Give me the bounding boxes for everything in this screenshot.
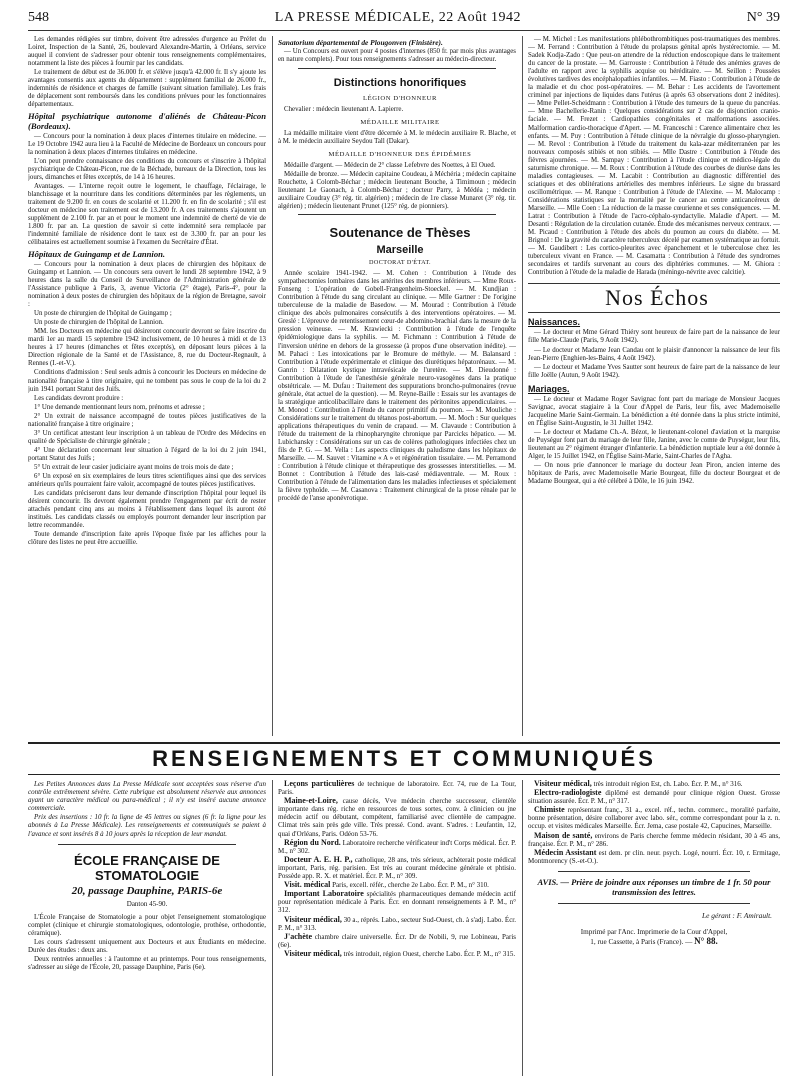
paragraph: Les demandes rédigées sur timbre, doivent être adressées d'urgence au Préfet du Loiret, Inspection de la Santé, 26, boulevard Alexandre-Martin, à Orléans, service auquel il convient de s'adresser pour obtenir tous renseignements complémentaires, notamment la liste des pièces à fournir par les candidats.	[28, 36, 266, 68]
school-telephone: Danton 45-90.	[126, 899, 168, 908]
paragraph: Les candidats devront produire :	[34, 394, 124, 402]
article-column-2	[278, 36, 516, 736]
classified-ad	[278, 890, 516, 914]
classified-ad	[278, 881, 516, 889]
degree-label: DOCTORAT D'ÉTAT.	[368, 259, 432, 267]
school-address: 20, passage Dauphine, PARIS-6e	[71, 884, 223, 897]
paragraph: — Concours pour la nomination à deux places d'internes titulaire en médecine. — Le 19 Octobre 1942 aura lieu à la Faculté de Médecine de Bordeaux un concours pour la nomination à deux places d'internes titulaires en médecine.	[28, 132, 266, 156]
ad-lead: Maine-et-Loire,	[284, 796, 338, 806]
paragraph: 1° Une demande mentionnant leurs nom, prénoms et adresse ;	[34, 403, 205, 411]
paragraph: Médaille d'argent. — Médecin de 2° classe Lefebvre des Noettes, à El Oued.	[284, 161, 496, 169]
ad-text: environs de Paris cherche femme médecin résidant, 30 à 45 ans, française. Écr. P. M., n° 286.	[528, 831, 780, 848]
ads-column-1	[28, 780, 266, 1076]
ad-text: catholique, 28 ans, très sérieux, achèterait poste médical important, Paris, rég. parisien. Est très au courant médecine générale et phtisio. Possède app. R. X. et matériel. Écr. P. M., n° 309.	[278, 855, 516, 881]
classified-ad	[528, 789, 780, 805]
ad-text: chambre claire universelle. Écr. Dr de Nobili, 9, rue Lobineau, Paris (6e).	[278, 932, 516, 949]
ad-lead: Visiteur médical,	[534, 780, 592, 788]
section-title: Distinctions honorifiques	[333, 76, 467, 89]
paragraph: Un poste de chirurgien de l'hôpital de Guingamp ;	[34, 310, 172, 318]
ad-text: de technique de laboratoire. Écr. 74, rue de La Tour, Paris.	[278, 780, 516, 797]
article-column-1	[28, 36, 266, 736]
classified-ad	[278, 839, 516, 855]
divider	[298, 68, 496, 69]
ad-text: Laboratoire recherche vérificateur ind't Corps médical. Écr. P. M., n° 302.	[278, 838, 516, 855]
paragraph: Médaille de bronze. — Médecin capitaine Coudeau, à Méchéria ; médecin capitaine Rouchette, à Colomb-Béchar ; médecin lieutenant Bouche, à Timimoun ; médecin lieutenant Le Gaonach, à Colomb-Béchar ; docteur Parry, à Médéa ; médecin auxiliaire Coudray (3° rég. tir. algérien) ; médecin de 1re classe Munaret (3° rég. tir. algérien) ; médecin lieutenant Prunet (125° rég. de pionniers).	[278, 170, 516, 211]
subsection-title: LÉGION D'HONNEUR	[363, 94, 437, 102]
paragraph: — Un Concours est ouvert pour 4 postes d'internes (850 fr. par mois plus avantages en nature complets). Pour tous renseignements s'adresser au médecin-directeur.	[278, 48, 516, 64]
ad-text: très introduit région Est, ch. Labo. Écr. P. M., n° 316.	[591, 780, 743, 788]
section-title: Soutenance de Thèses	[329, 225, 471, 241]
paragraph: — M. Michel : Les manifestations phlébothrombitiques post-traumatiques des membres. — M. Ferrand : Contribution à l'étude du prolapsus génital après hystérectomie. — M. Sadek Kodja-Zado : Que peut-on attendre de la réduction endoscopique dans le traitement du cancer de la prostate. — M. Garrouste : Contribution à l'étude des anémies graves de l'adulte en rapport avec la syphilis acquise ou héréditaire. — M. Seillon : Poussées évolutives tardives des encéphalopathies infantiles. — M. Fiasto : Contribution à l'étude de la maladie et du choc post-opératoires. — M. Behar : Les accidents de l'avortement criminel par injections de liquides dans l'utérus (à après 63 observations dont 2 inédites). — Mme Pellet-Scheidmann : Contribution à l'étude des tumeurs de la queue du pancréas. — Mme Bachellerie-Ranin : Quelques considérations sur 2 cas de disjonction cranio-faciale. — M. Frezet : Cardiopathies congénitales et malformations associées. Malformation cardio-thoracique d'Apert. — M. Franceschi : Carence alimentaire chez les enfants. — M. Puy : Contribution à l'étude clinique de la névralgie du glosso-pharyngien. — M. Revol : Contribution à l'étude du traitement du kala-azar méditerranéen par les nouveaux composés stibiés et non stibiés. — Mlle Dastre : Contribution à l'étude des fièvres ajournées. — M. Sampay : Contribution à l'étude clinique et médico-légale du saturnisme chronique. — M. Roux : Contribution à l'étude des courbes de diurèse dans les maladies contagieuses. — M. Lacabit : Contribution au diagnostic différentiel des sciatiques et des oblitérations artérielles des membres inférieurs. Le signe du brassard oscillométrique. — M. Ranque : Contribution à l'étude de l'Alexine. — M. Malocamp : Considérations statistiques sur la mortalité par le cancer au centre anticancéreux de Marseille. — Mlle Coen : La réduction de la masse cœurienne et ses conséquences. — M. Latrat : Contribution à l'étude de l'acro-céphalo-syndactylie. Maladie d'Apert. — M. Desanti : Régulation de la circulation cutanée. Étude des mécanismes nerveux centraux. — M. Picaud : Contribution à l'étude des abcès du poumon au cours du diabète. — M. Brignol : De la gravité du caractère tuberculeux décelé par examen systématique au fortuit. — M. Gaudibert : Les cortico-pleurites avec épanchement et le tuberculose chez les tuberculeux vivant en France. — M. Casamatta : Contribution à l'étude des syndromes secondaires et tardifs survenant au cours des diphtéries communes. — M. Ghiora : Contribution à l'étude de la maladie de Harada (méningo-névrite avec calcitie).	[528, 36, 780, 277]
classified-ad	[528, 780, 780, 788]
ad-lead: Docteur A. E. H. P.,	[284, 854, 353, 864]
classified-ad	[528, 806, 780, 830]
imprint-line: Imprimé par l'Anc. Imprimerie de la Cour d'Appel,	[580, 928, 728, 937]
issue-number: N° 39	[746, 10, 780, 25]
subheading: Sanatorium départemental de Plougonven (Finistère).	[278, 38, 443, 47]
classified-ad	[278, 780, 516, 796]
classified-ad	[278, 856, 516, 880]
paragraph: — Le docteur et Madame Yves Sautter sont heureux de faire part de la naissance de leur fille Joëlle (Autun, 9 Août 1942).	[528, 363, 780, 379]
city-title: Marseille	[376, 244, 424, 257]
ad-lead: Visit. médical	[284, 880, 331, 890]
column-divider	[272, 780, 273, 1076]
ad-lead: Maison de santé,	[534, 830, 593, 840]
ad-text: diplômé est demandé pour clinique région Ouest. Grosse situation assurée. Écr. P. M., n° 317.	[528, 789, 780, 806]
ads-column-3	[528, 780, 780, 1076]
subheading: Hôpitaux de Guingamp et de Lannion.	[28, 249, 166, 260]
print-number: N° 88.	[694, 936, 718, 947]
paragraph: 5° Un extrait de leur casier judiciaire ayant moins de trois mois de date ;	[34, 463, 234, 471]
ad-lead: Electro-radiologiste	[534, 788, 602, 798]
paragraph: 3° Un certificat attestant leur inscription à un tableau de l'Ordre des Médecins en qualité de Spécialiste de chirurgie générale ;	[28, 429, 266, 445]
notice-avis: AVIS. — Prière de joindre aux réponses un timbre de 1 fr. 50 pour transmission des lettres.	[537, 876, 771, 897]
ads-intro: Les Petites Annonces dans La Presse Médicale sont acceptées sous réserve d'un contrôle extrêmement sévère. Cette rubrique est absolument réservée aux annonces ayant un caractère médical ou para-médical ; il n'y est inséré aucune annonce commerciale.	[28, 780, 266, 813]
paragraph: Les candidats préciseront dans leur demande d'inscription l'hôpital pour lequel ils désirent concourir. Ils devront également prendre l'engagement par écrit de rester attachés pendant cinq ans au moins à l'établissement dans lequel ils auront été institués. Les candidats classés ou employés pourront demander leur inscription par lettre recommandée.	[28, 490, 266, 530]
printer-imprint	[528, 928, 780, 947]
paragraph: — Concours pour la nomination à deux places de chirurgien des hôpitaux de Guingamp et Lannion. — Un concours sera ouvert le lundi 28 septembre 1942, à 9 heures dans la salle du Conseil de Surveillance de l'Administration générale de l'Assistance publique à Paris, 3, avenue Victoria (2° étage), Paris-4°, pour la nomination à deux postes de chirurgien des hôpitaux de la région de Bretagne, savoir :	[28, 260, 266, 309]
ad-text: spécialités pharmaceutiques demande médecin actif pour représentation médicale à Paris. Écr. en donnant renseignements à P. M., n° 312.	[278, 890, 516, 915]
classified-ad	[278, 950, 516, 958]
paragraph: La médaille militaire vient d'être décernée à M. le médecin auxiliaire R. Blache, et à M. le médecin auxiliaire Seydou Tall (Dakar).	[278, 129, 516, 145]
classified-ad	[528, 832, 780, 848]
imprint-line: 1, rue Cassette, à Paris (France). —	[590, 938, 693, 947]
school-text: Les cours s'adressent uniquement aux Docteurs et aux Étudiants en médecine. Durée des études : deux ans.	[28, 938, 266, 955]
paragraph: 2° Un extrait de naissance accompagné de toutes pièces justificatives de la nationalité française à titre originaire ;	[28, 412, 266, 428]
column-divider	[522, 36, 523, 736]
paragraph: Chevalier : médecin lieutenant A. Lapierre.	[284, 105, 404, 113]
ad-text: est dem. pr clin. neur. psych. Logé, nourri. Écr. 10, r. Ermitage, Montmorency (S.-et-O.).	[528, 848, 780, 865]
paragraph: Le traitement de début est de 36.000 fr. et s'élève jusqu'à 42.000 fr. Il s'y ajoute les avantages consentis aux agents du département : supplément familial de 26.000 fr., indemnités de résidence et charges de famille (suivant situation familiale). Les frais de déplacement sont remboursés dans les conditions prévues pour les fonctionnaires départementaux.	[28, 69, 266, 109]
section-title: Nos Échos	[528, 283, 780, 313]
classified-ad	[528, 849, 780, 865]
paragraph: Un poste de chirurgien de l'hôpital de Lannion.	[34, 319, 164, 327]
section-banner: RENSEIGNEMENTS ET COMMUNIQUÉS	[28, 742, 780, 775]
column-divider	[272, 36, 273, 736]
paragraph: Avantages. — L'interne reçoit outre le logement, le chauffage, l'éclairage, le blanchissage et la nourriture dans les conditions déterminées par les règlements, un traitement de 9.200 fr. en cours de scolarité et 11.200 fr. en fin de scolarité ; s'il est docteur en médecine son traitement est de 13.200 fr. A ces traitements s'ajoutent un supplément de 2.100 fr. par an et pour le moment une indemnité de cherté de vie de 1.800 fr. par an. La question de savoir si cette indemnité sera remplacée par l'indemnité familiale de résidence dont le taux est de 3.300 fr. par an pour les célibataires est actuellement soumise à l'examen du Secrétaire d'État.	[28, 182, 266, 247]
paragraph: 4° Une déclaration concernant leur situation à l'égard de la loi du 2 juin 1941, portant Statut des Juifs ;	[28, 446, 266, 462]
rubric-title: Mariages.	[528, 383, 570, 394]
paragraph: MM. les Docteurs en médecine qui désireront concourir devront se faire inscrire du mardi 1er au mardi 15 septembre 1942 inclusivement, de 10 heures à midi et de 13 heures à 17 heures (dimanches et fêtes exceptés), en déposant leurs pièces à la Direction régionale de la Santé et de l'Assistance, 8, rue du Docteur-Regnault, à Rennes (I.-et-V.).	[28, 328, 266, 368]
divider	[558, 871, 750, 872]
classified-ad	[278, 797, 516, 837]
page-number: 548	[28, 10, 49, 25]
ad-lead: Médecin Assistant	[534, 847, 597, 857]
paragraph: Toute demande d'inscription faite après l'époque fixée par les affiches pour la clôture des listes ne peut être accueillie.	[28, 531, 266, 547]
subheading: Hôpital psychiatrique autonome d'aliénés de Château-Picon (Bordeaux).	[28, 111, 266, 132]
ad-lead: Chimiste	[534, 805, 565, 815]
subsection-title: MÉDAILLE D'HONNEUR DES ÉPIDÉMIES	[328, 150, 472, 158]
school-text: L'École Française de Stomatologie a pour objet l'enseignement stomatologique complet (clinique et chirurgie stomatologiques, odontologie, prothèse, orthodontie, céramique).	[28, 912, 266, 937]
paragraph: 6° Un exposé en six exemplaires de leurs titres scientifiques ainsi que des services antérieurs qu'ils pourraient faire valoir, accompagné de toutes pièces justificatives.	[28, 473, 266, 489]
subsection-title: MÉDAILLE MILITAIRE	[360, 118, 440, 126]
divider	[58, 844, 236, 845]
paragraph: — Le docteur et Madame Ch.-A. Bézot, le lieutenant-colonel d'aviation et la marquise de Puységur font part du mariage de leur fille, Janine, avec le comte de Puységur, leur fils, lieutenant au 2° régiment étranger d'infanterie. La bénédiction nuptiale leur a été donnée à Alger, le 15 Juillet 1942, en l'Église Saint-Marie, Saint-Charles de l'Agha.	[528, 428, 780, 461]
paragraph: Année scolaire 1941-1942. — M. Cohen : Contribution à l'étude des sympathectomies lombaires dans les artérites des membres inférieurs. — Mme Roux-Fonseng : L'opération de Gobell-Frangenheim-Stoeckel. — M. Kundjian : Contribution à l'étude du sang circulant au clinique. — Mlle Gartner : De l'origine tuberculeuse de la maladie de Basedow. — M. Mourad : Contribution à l'étude clinique des abcès pulmonaires consécutifs à des interventions opératoires. — M. Greslé : L'épreuve de retentissement cœur-de abdomino-brachial dans la mesure de la pression veineuse. — M. Krawiecki : Contribution à l'étude de l'enquête épidémiologique dans la syphilis. — M. Fichmann : Contribution à l'étude de l'inversion utérine en dehors de la grossesse (à propos d'une observation inédite). — M. Pahaci : Les intoxications par le Bromure de méthyle. — M. Balansard : Contribution à l'étude expérimentale et clinique des diurétiques hépatorénaux. — M. Ganrin : Dilatation kystique intravésicale de l'uretère. — M. Dieudonné : Contribution à l'étude de l'anesthésie générale neuro-vasogènes dans la pratique obstétricale. — M. Dufau : Traitement des suppurations broncho-pulmonaires (revue générale, état actuel de la question). — M. Reyne-Baille : Essais sur les avantages de la stratégique anticolibacillaire dans le traitement des péritonites appendiculaires. — M. Monod : Contribution à l'étude du cancer primitif du poumon. — M. Mouliche : Considérations sur le traitement du tétanos post-abortum. — M. Moch : Sur quelques applications thérapeutiques du venin de crapaud. — M. Clavaude : Contribution à l'étude du traitement de la rhinopharyngite chronique par Parcicks hépatico. — M. Lubichansky : Considérations sur un cas de colères pathologiques infectiées chez un fils de P. G. — M. Vella : Les aspects cliniques du paludisme dans les hôpitaux de Marseille. — M. Sauvet : Vitamine « A » et régénération tissulaire. — M. Perramond : Contribution à l'étude clinique et thérapeutique des grossesses interstitielles. — M. Bonnet : Contribution à l'étude des lais-casé médiaventrale. — M. Roux : Contribution à l'étude de l'alimentation dans les maladies infectieuses et spécialement la fièvre typhoïde. — M. Casanova : Traitement chirurgical de la ptose rénale par le procédé de l'anse aponévrotique.	[278, 270, 516, 503]
paragraph: — On nous prie d'annoncer le mariage du docteur Jean Piron, ancien interne des hôpitaux de Paris, avec Mademoiselle Marie Bourgeat, fille du docteur Bourgeat et de Madame Bourgeat, qui a été célébré à Dôle, le 16 juin 1942.	[528, 462, 780, 486]
ad-text: 30 a., réprés. Labo., secteur Sud-Ouest, ch. à s'adj. Labo. Écr. P. M., n° 313.	[278, 915, 516, 932]
ad-text: cause décès, Vve médecin cherche successeur, clientèle importante dans rég. riche en ressources de tous sortes, conv. à clinicien ou jne médecin actif ou débutant, compétent, familiarisé avec clientèle de campagne. Climat très sain près gde ville. Très pressé. Cond. avant. S'adres. : Leufantin, 12, quai d'Orléans, Paris. Odéon 53-76.	[278, 797, 516, 838]
ad-lead: Visiteur médical,	[284, 914, 342, 924]
divider	[558, 903, 750, 904]
manager-line: Le gérant : F. Amirault.	[702, 911, 772, 921]
classified-ad	[278, 916, 516, 932]
ads-column-2	[278, 780, 516, 1076]
journal-title: LA PRESSE MÉDICALE, 22 Août 1942	[274, 10, 522, 25]
paragraph: L'on peut prendre connaissance des conditions du concours et s'inscrire à l'hôpital psychiatrique de Château-Picon, rue de la Béchade, bureaux de la Direction, tous les jours, dimanches et fêtes exceptés, de 14 à 16 heures.	[28, 157, 266, 181]
paragraph: — Le docteur et Madame Roger Savignac font part du mariage de Monsieur Jacques Savignac, avocat stagiaire à la Cour d'Appel de Paris, leur fils, avec Mademoiselle Jacqueline Marie Saint-Germain. La bénédiction a été donnée dans la plus stricte intimité, en l'Église Saint-Augustin, le 31 Juillet 1942.	[528, 395, 780, 427]
paragraph: — Le docteur et Madame Jean Candau ont le plaisir d'annoncer la naissance de leur fils Jean-Pierre (Enghien-les-Bains, 4 Août 1942).	[528, 346, 780, 362]
ad-lead: Visiteur médical,	[284, 948, 342, 958]
school-text: Deux rentrées annuelles : à l'automne et au printemps. Pour tous renseignements, s'adresser au siège de l'École, 20, passage Dauphine, Paris (6e).	[28, 955, 266, 972]
ad-lead: Important Laboratoire	[284, 889, 364, 899]
classified-ad	[278, 933, 516, 949]
ad-lead: Leçons particulières	[284, 780, 355, 788]
ad-text: très introduit, région Ouest, cherche Labo. Écr. P. M., n° 315.	[341, 949, 516, 958]
ad-lead: J'achète	[284, 931, 312, 941]
ad-lead: Région du Nord.	[284, 837, 341, 847]
paragraph: Conditions d'admission : Seul seuls admis à concourir les Docteurs en médecine de nationalité française à titre originaire, qui ne tombent pas sous le coup de la loi du 2 juin 1941 portant Statut des Juifs.	[28, 369, 266, 393]
ads-pricing: Prix des insertions : 10 fr. la ligne de 45 lettres ou signes (6 fr. la ligne pour les abonnés à La Presse Médicale). Les renseignements et communiqués se paient à l'avance et sont insérés 8 à 10 jours après la réception de leur mandat.	[28, 813, 266, 838]
paragraph: — Le docteur et Mme Gérard Thiéry sont heureux de faire part de la naissance de leur fille Marie-Claude (Paris, 9 Août 1942).	[528, 329, 780, 345]
ad-text: représentant franç., 31 a., excel. réf., techn. commerc., moralité parfaite, bonne présentation, désire collaborer avec labo. sér., comme correspondant pour la z. n. occup. et visites médicales Marseille. Écr. Jema, case postale 42, Capucines, Marseille.	[528, 806, 780, 831]
ad-text: Paris, excell. référ., cherche 2e Labo. Écr. P. M., n° 310.	[330, 881, 489, 890]
divider	[298, 214, 496, 215]
page-header	[28, 10, 780, 31]
school-title: ÉCOLE FRANÇAISE DE STOMATOLOGIE	[74, 852, 220, 883]
rubric-title: Naissances.	[528, 317, 581, 328]
column-divider	[522, 780, 523, 1076]
article-column-3	[528, 36, 780, 736]
